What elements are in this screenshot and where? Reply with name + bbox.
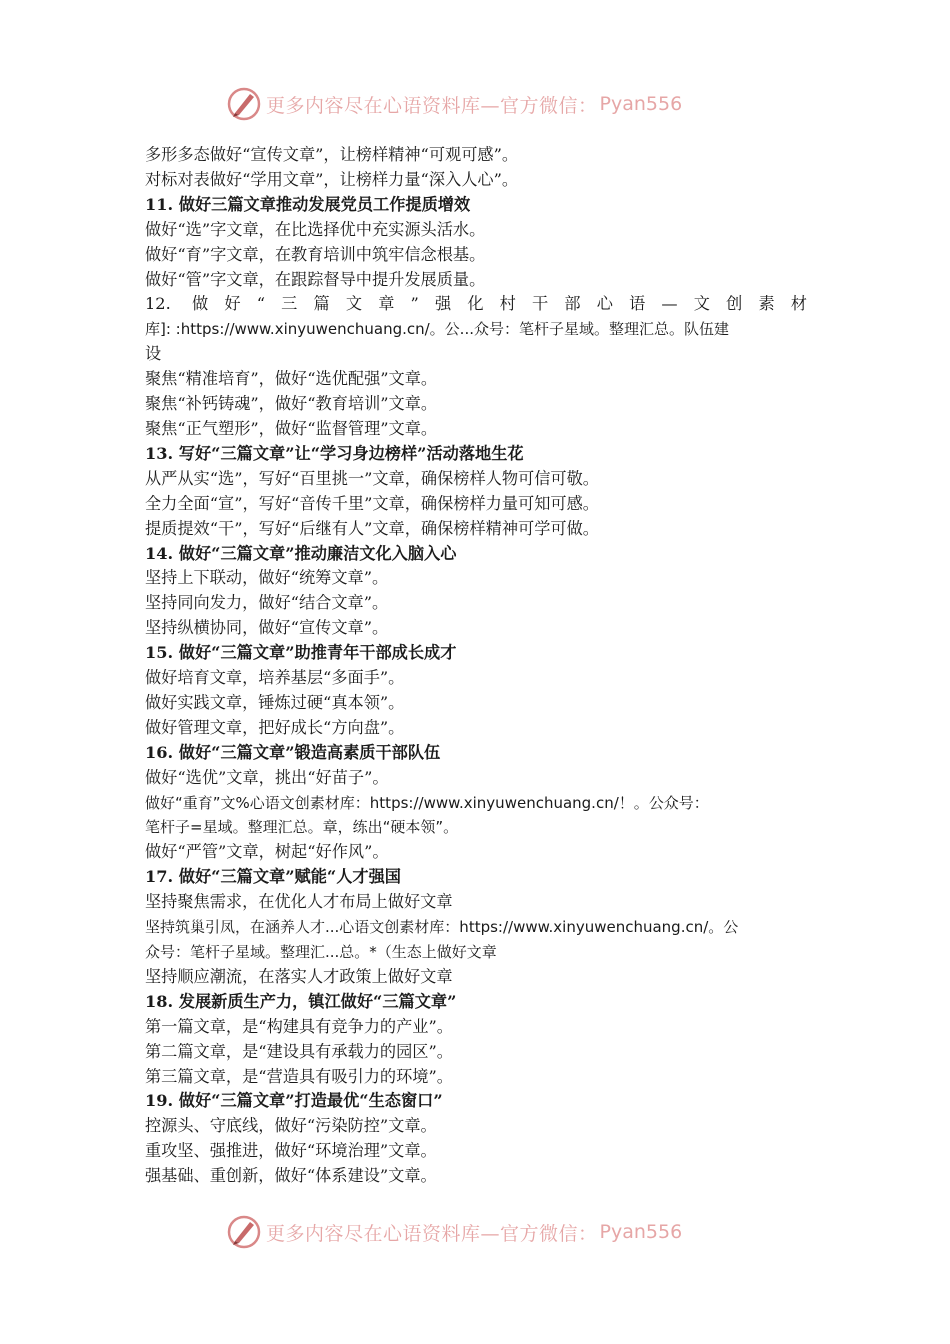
section-heading: 19. 做好“三篇文章”打造最优“生态窗口” xyxy=(145,1091,443,1111)
section-heading: 13. 写好“三篇文章”让“学习身边榜样”活动落地生花 xyxy=(145,443,524,463)
text-line: 第二篇文章，是“建设具有承载力的园区”。 xyxy=(145,1041,453,1061)
text-line: 全力全面“宣”，写好“音传千里”文章，确保榜样力量可知可感。 xyxy=(145,493,599,513)
text-line: 第一篇文章，是“构建具有竞争力的产业”。 xyxy=(145,1016,453,1036)
text-line: 坚持上下联动，做好“统筹文章”。 xyxy=(145,568,389,588)
text-line: 库]: :https://www.xinyuwenchuang.cn/。公...众号：笔杆子星域。整理汇总。队伍建 xyxy=(145,320,729,339)
text-line: 强基础、重创新，做好“体系建设”文章。 xyxy=(145,1166,437,1186)
section-heading: 16. 做好“三篇文章”锻造高素质干部队伍 xyxy=(145,742,441,762)
header-banner xyxy=(226,84,746,124)
banner-text: 更多内容尽在心语资料库—官方微信： xyxy=(266,94,598,117)
text-line: 聚焦“补钙铸魂”，做好“教育培训”文章。 xyxy=(145,394,438,414)
text-line: 重攻坚、强推进，做好“环境治理”文章。 xyxy=(145,1141,437,1161)
pen-logo-icon xyxy=(226,86,262,122)
banner-text: 更多内容尽在心语资料库—官方微信： xyxy=(266,1222,598,1245)
text-line: 做好实践文章，锤炼过硬“真本领”。 xyxy=(145,692,405,712)
text-line: 设 xyxy=(145,344,162,364)
text-line: 聚焦“正气塑形”，做好“监督管理”文章。 xyxy=(145,418,438,438)
text-line: 笔杆子=星域。整理汇总。章，练出“硬本领”。 xyxy=(145,818,459,837)
text-line: 做好“管”字文章，在跟踪督导中提升发展质量。 xyxy=(145,269,486,289)
text-line: 做好管理文章，把好成长“方向盘”。 xyxy=(145,717,405,737)
text-line: 提质提效“干”，写好“后继有人”文章，确保榜样精神可学可做。 xyxy=(145,518,599,538)
text-line: 聚焦“精准培育”，做好“选优配强”文章。 xyxy=(145,369,438,389)
text-line: 做好“育”字文章，在教育培训中筑牢信念根基。 xyxy=(145,244,486,264)
text-line: 坚持聚焦需求，在优化人才布局上做好文章 xyxy=(145,892,453,912)
text-line: 做好“选优”文章，挑出“好苗子”。 xyxy=(145,767,389,787)
banner-wechat-id: Pyan556 xyxy=(599,1221,683,1243)
section-heading: 15. 做好“三篇文章”助推青年干部成长成才 xyxy=(145,643,457,663)
text-line: 12. 做好“三篇文章”强化村干部心语—文创素材 xyxy=(145,294,807,314)
section-heading: 17. 做好“三篇文章”赋能“人才强国 xyxy=(145,867,401,887)
document-body xyxy=(145,143,807,1189)
text-line: 做好“选”字文章，在比选择优中充实源头活水。 xyxy=(145,219,486,239)
section-heading: 18. 发展新质生产力，镇江做好“三篇文章” xyxy=(145,991,457,1011)
section-heading: 14. 做好“三篇文章”推动廉洁文化入脑入心 xyxy=(145,543,457,563)
text-line: 做好“严管”文章，树起“好作风”。 xyxy=(145,842,389,862)
text-line: 众号：笔杆子星域。整理汇...总。*（生态上做好文章 xyxy=(145,943,497,961)
text-line: 做好“重育”文%心语文创素材库：https://www.xinyuwenchuang.cn/！。公众号： xyxy=(145,793,709,812)
text-line: 控源头、守底线，做好“污染防控”文章。 xyxy=(145,1116,437,1136)
text-line: 坚持筑巢引凤，在涵养人才...心语文创素材库：https://www.xinyuwenchuang.cn/。公 xyxy=(145,918,739,937)
text-line: 从严从实“选”，写好“百里挑一”文章，确保榜样人物可信可敬。 xyxy=(145,468,599,488)
section-heading: 11. 做好三篇文章推动发展党员工作提质增效 xyxy=(145,194,471,214)
banner-wechat-id: Pyan556 xyxy=(599,93,683,115)
text-line: 坚持同向发力，做好“结合文章”。 xyxy=(145,593,389,613)
text-line: 坚持纵横协同，做好“宣传文章”。 xyxy=(145,618,389,638)
text-line: 对标对表做好“学用文章”，让榜样力量“深入人心”。 xyxy=(145,169,519,189)
footer-banner xyxy=(226,1212,746,1252)
text-line: 坚持顺应潮流，在落实人才政策上做好文章 xyxy=(145,966,453,986)
pen-logo-icon xyxy=(226,1214,262,1250)
text-line: 第三篇文章，是“营造具有吸引力的环境”。 xyxy=(145,1066,453,1086)
text-line: 多形多态做好“宣传文章”，让榜样精神“可观可感”。 xyxy=(145,145,519,164)
text-line: 做好培育文章，培养基层“多面手”。 xyxy=(145,668,405,688)
